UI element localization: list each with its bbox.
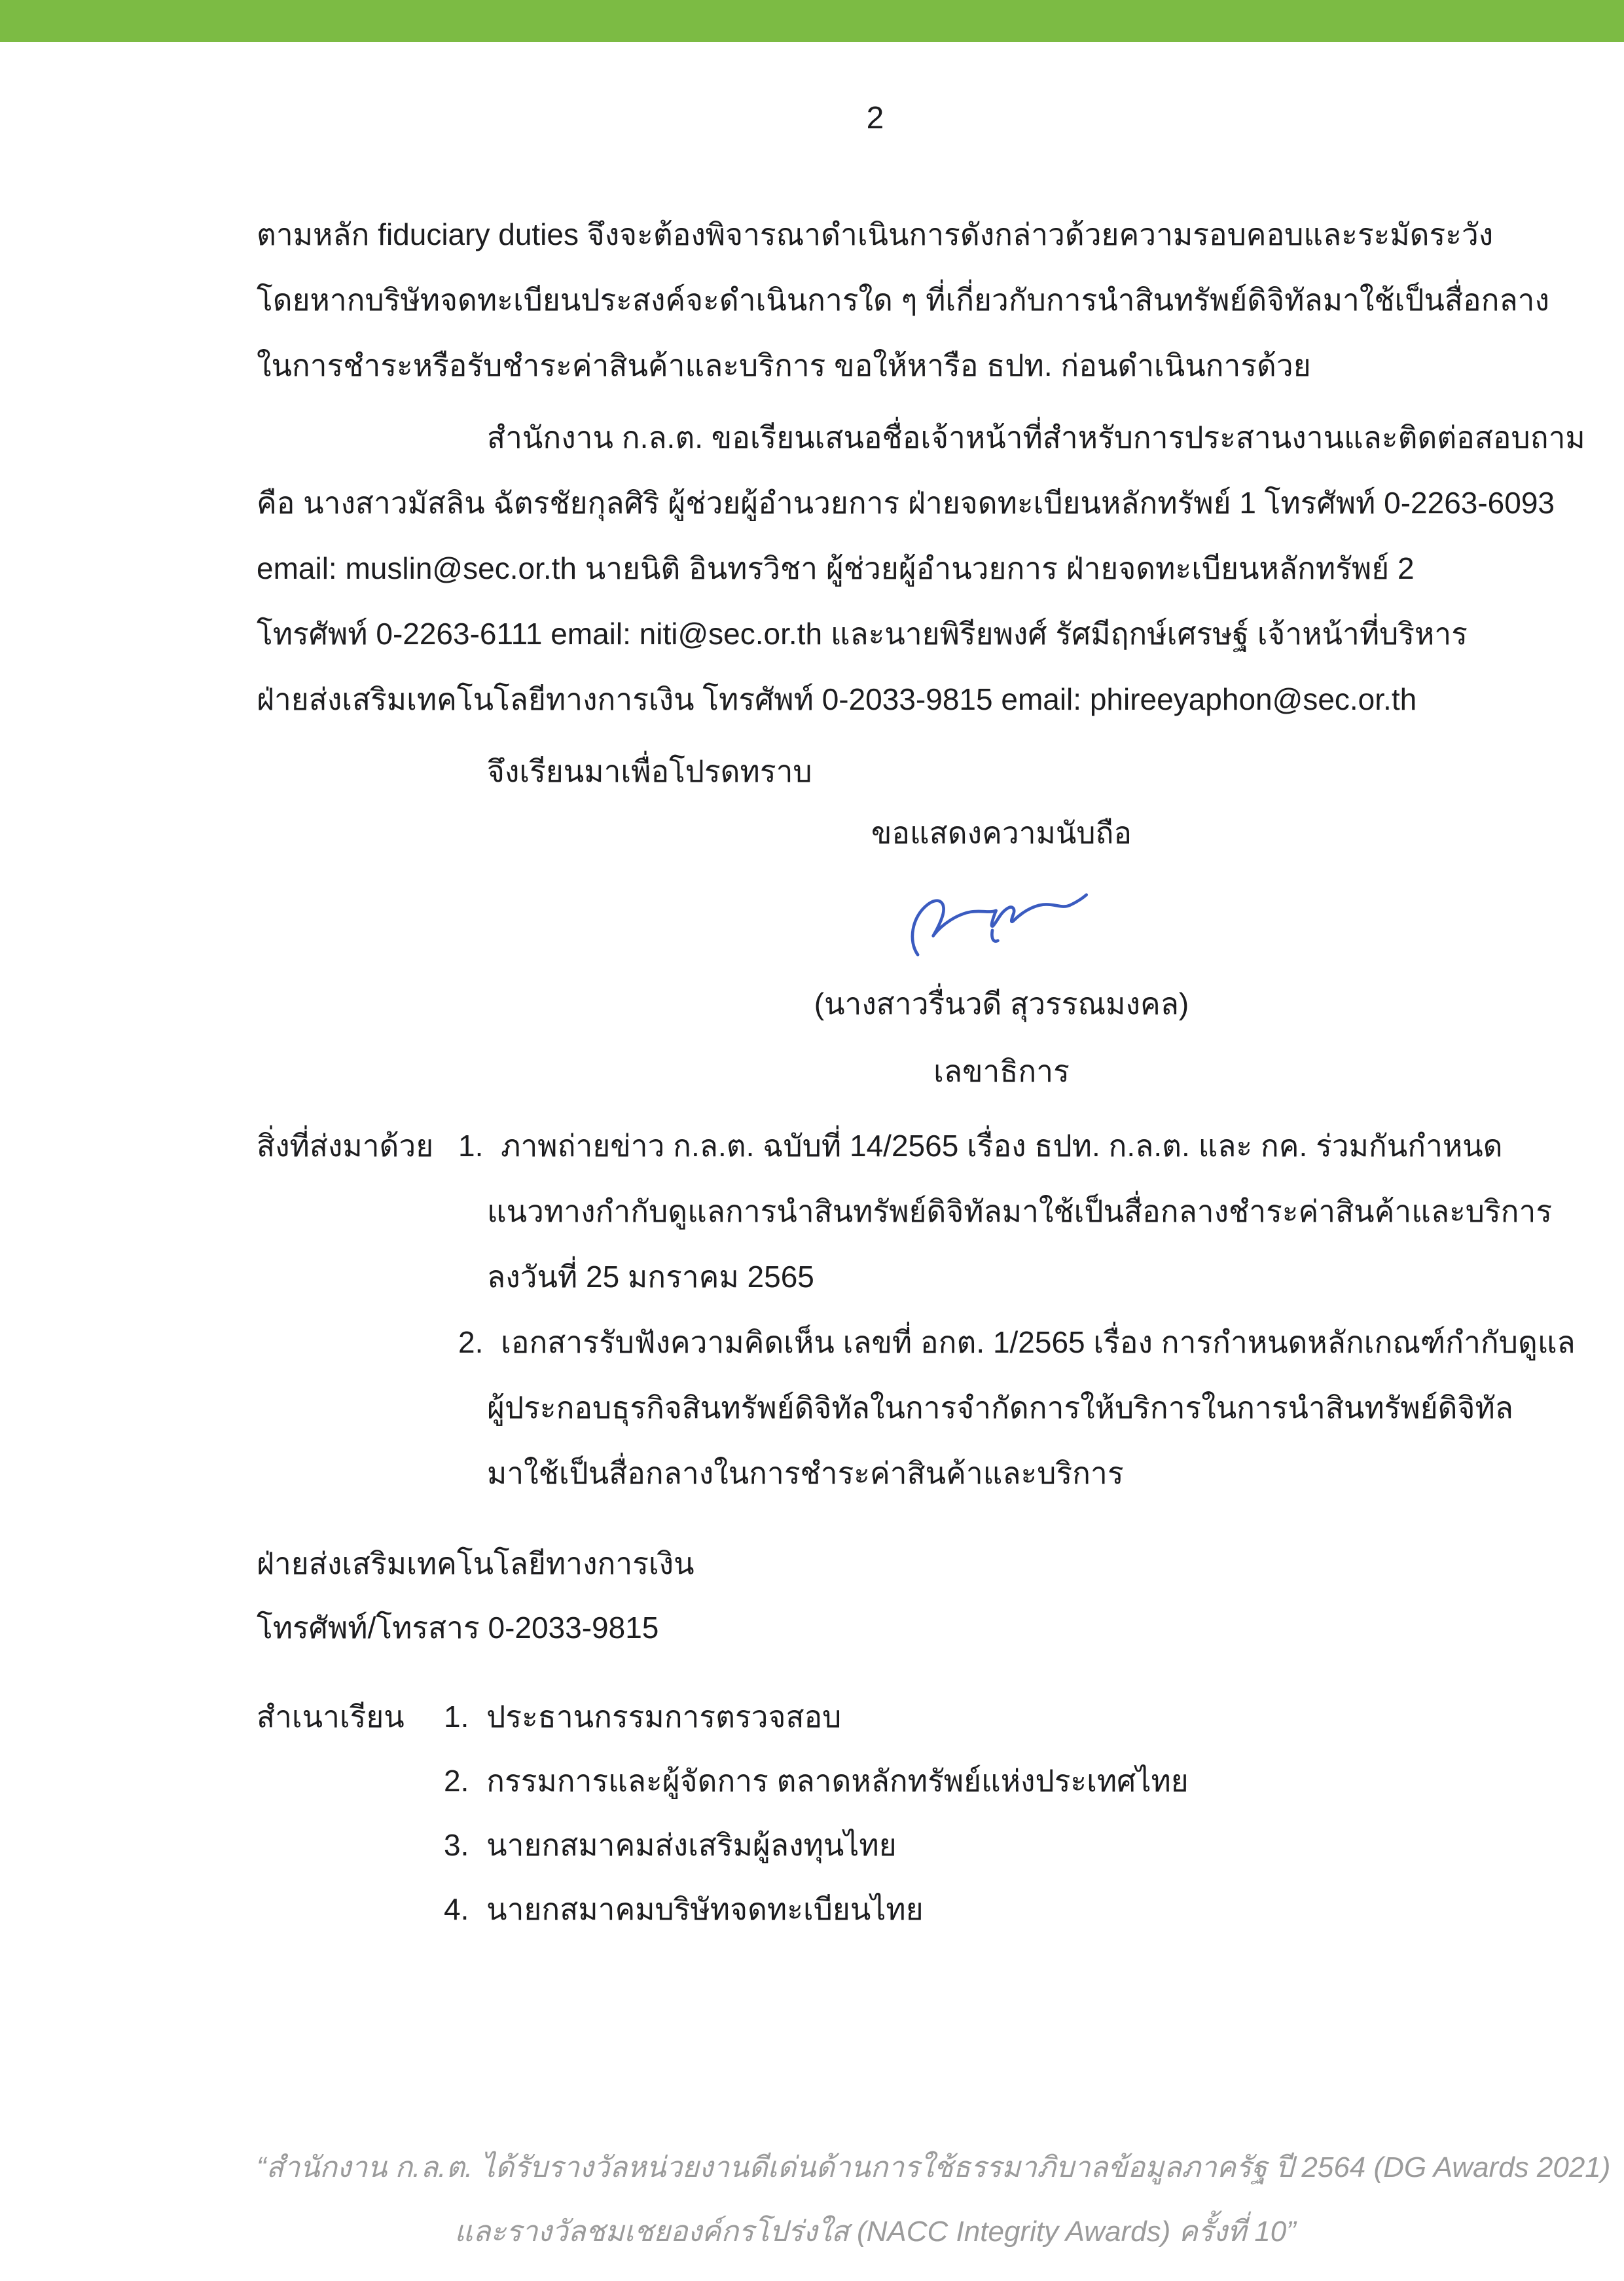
attachment-item-line: ลงวันที่ 25 มกราคม 2565 xyxy=(487,1260,814,1294)
cc-label: สำเนาเรียน xyxy=(257,1700,405,1734)
signature-ink xyxy=(893,874,1110,966)
salutation: ขอแสดงความนับถือ xyxy=(871,816,1132,850)
cc-item-text: นายกสมาคมส่งเสริมผู้ลงทุนไทย xyxy=(486,1828,897,1862)
cc-item-text: ประธานกรรมการตรวจสอบ xyxy=(486,1700,842,1734)
attachment-item-line xyxy=(458,1309,1576,1375)
attachment-item-line: มาใช้เป็นสื่อกลางในการชำระค่าสินค้าและบริการ xyxy=(487,1456,1124,1490)
attachment-item-text: เอกสารรับฟังความคิดเห็น เลขที่ อกต. 1/2565 เรื่อง การกำหนดหลักเกณฑ์กำกับดูแล xyxy=(501,1325,1576,1359)
cc-item-number: 4. xyxy=(444,1892,469,1926)
cc-item-number: 3. xyxy=(444,1828,469,1862)
attachment-item-number: 1. xyxy=(458,1129,484,1163)
attachment-item-text: ภาพถ่ายข่าว ก.ล.ต. ฉบับที่ 14/2565 เรื่อง ธปท. ก.ล.ต. และ กค. ร่วมกันกำหนด xyxy=(501,1129,1503,1163)
contact-department: ฝ่ายส่งเสริมเทคโนโลยีทางการเงิน xyxy=(257,1546,695,1580)
footer-line: และรางวัลชมเชยองค์กรโปร่งใส (NACC Integrity Awards) ครั้งที่ 10” xyxy=(454,2216,1296,2248)
page-number: 2 xyxy=(866,101,884,136)
cc-item-text: กรรมการและผู้จัดการ ตลาดหลักทรัพย์แห่งประเทศไทย xyxy=(486,1764,1189,1798)
contact-phone: โทรศัพท์/โทรสาร 0-2033-9815 xyxy=(257,1611,659,1645)
paragraph-line: โดยหากบริษัทจดทะเบียนประสงค์จะดำเนินการใด ๆ ที่เกี่ยวกับการนำสินทรัพย์ดิจิทัลมาใช้เป็นสื่อกลาง xyxy=(257,283,1549,317)
attachment-item-line xyxy=(458,1113,1503,1178)
attachment-item-line: ผู้ประกอบธุรกิจสินทรัพย์ดิจิทัลในการจำกัดการให้บริการในการนำสินทรัพย์ดิจิทัล xyxy=(487,1391,1513,1425)
attachments-label: สิ่งที่ส่งมาด้วย xyxy=(257,1129,434,1163)
cc-item-number: 1. xyxy=(444,1700,469,1734)
cc-item xyxy=(444,1876,924,1942)
paragraph-line: ตามหลัก fiduciary duties จึงจะต้องพิจารณาดำเนินการดังกล่าวด้วยความรอบคอบและระมัดระวัง xyxy=(257,217,1494,251)
page-footer xyxy=(257,2136,1611,2264)
paragraph-line: ฝ่ายส่งเสริมเทคโนโลยีทางการเงิน โทรศัพท์ 0-2033-9815 email: phireeyaphon@sec.or.th xyxy=(257,682,1417,716)
header-bar xyxy=(0,0,1624,42)
footer-line: “สำนักงาน ก.ล.ต. ได้รับรางวัลหน่วยงานดีเด่นด้านการใช้ธรรมาภิบาลข้อมูลภาครัฐ ปี 2564 (DG Awards 2021) xyxy=(257,2151,1611,2183)
closing-phrase: จึงเรียนมาเพื่อโปรดทราบ xyxy=(487,754,812,788)
cc-item xyxy=(444,1748,1189,1814)
cc-item xyxy=(444,1684,841,1749)
attachment-item-line: แนวทางกำกับดูแลการนำสินทรัพย์ดิจิทัลมาใช้เป็นสื่อกลางชำระค่าสินค้าและบริการ xyxy=(487,1194,1553,1228)
signature-block xyxy=(707,874,1296,969)
paragraph-line: email: muslin@sec.or.th นายนิติ อินทรวิชา ผู้ช่วยผู้อำนวยการ ฝ่ายจดทะเบียนหลักทรัพย์ 2 xyxy=(257,551,1415,585)
cc-item-number: 2. xyxy=(444,1764,469,1798)
attachment-item-number: 2. xyxy=(458,1325,484,1359)
cc-item xyxy=(444,1812,897,1878)
signer-name: (นางสาวรื่นวดี สุวรรณมงคล) xyxy=(814,987,1189,1021)
signer-title: เลขาธิการ xyxy=(933,1054,1070,1088)
cc-item-text: นายกสมาคมบริษัทจดทะเบียนไทย xyxy=(486,1892,924,1926)
paragraph-line: คือ นางสาวมัสลิน ฉัตรชัยกุลศิริ ผู้ช่วยผู้อำนวยการ ฝ่ายจดทะเบียนหลักทรัพย์ 1 โทรศัพท์ 0-2263-6093 xyxy=(257,486,1555,520)
body-paragraph-1 xyxy=(257,202,1549,398)
paragraph-line: โทรศัพท์ 0-2263-6111 email: niti@sec.or.th และนายพิรียพงศ์ รัศมีฤกษ์เศรษฐ์ เจ้าหน้าที่บริหาร xyxy=(257,617,1468,651)
paragraph-line: ในการชำระหรือรับชำระค่าสินค้าและบริการ ขอให้หารือ ธปท. ก่อนดำเนินการด้วย xyxy=(257,348,1311,382)
body-paragraph-2 xyxy=(257,405,1585,732)
paragraph-line: สำนักงาน ก.ล.ต. ขอเรียนเสนอชื่อเจ้าหน้าที่สำหรับการประสานงานและติดต่อสอบถาม xyxy=(487,420,1585,454)
